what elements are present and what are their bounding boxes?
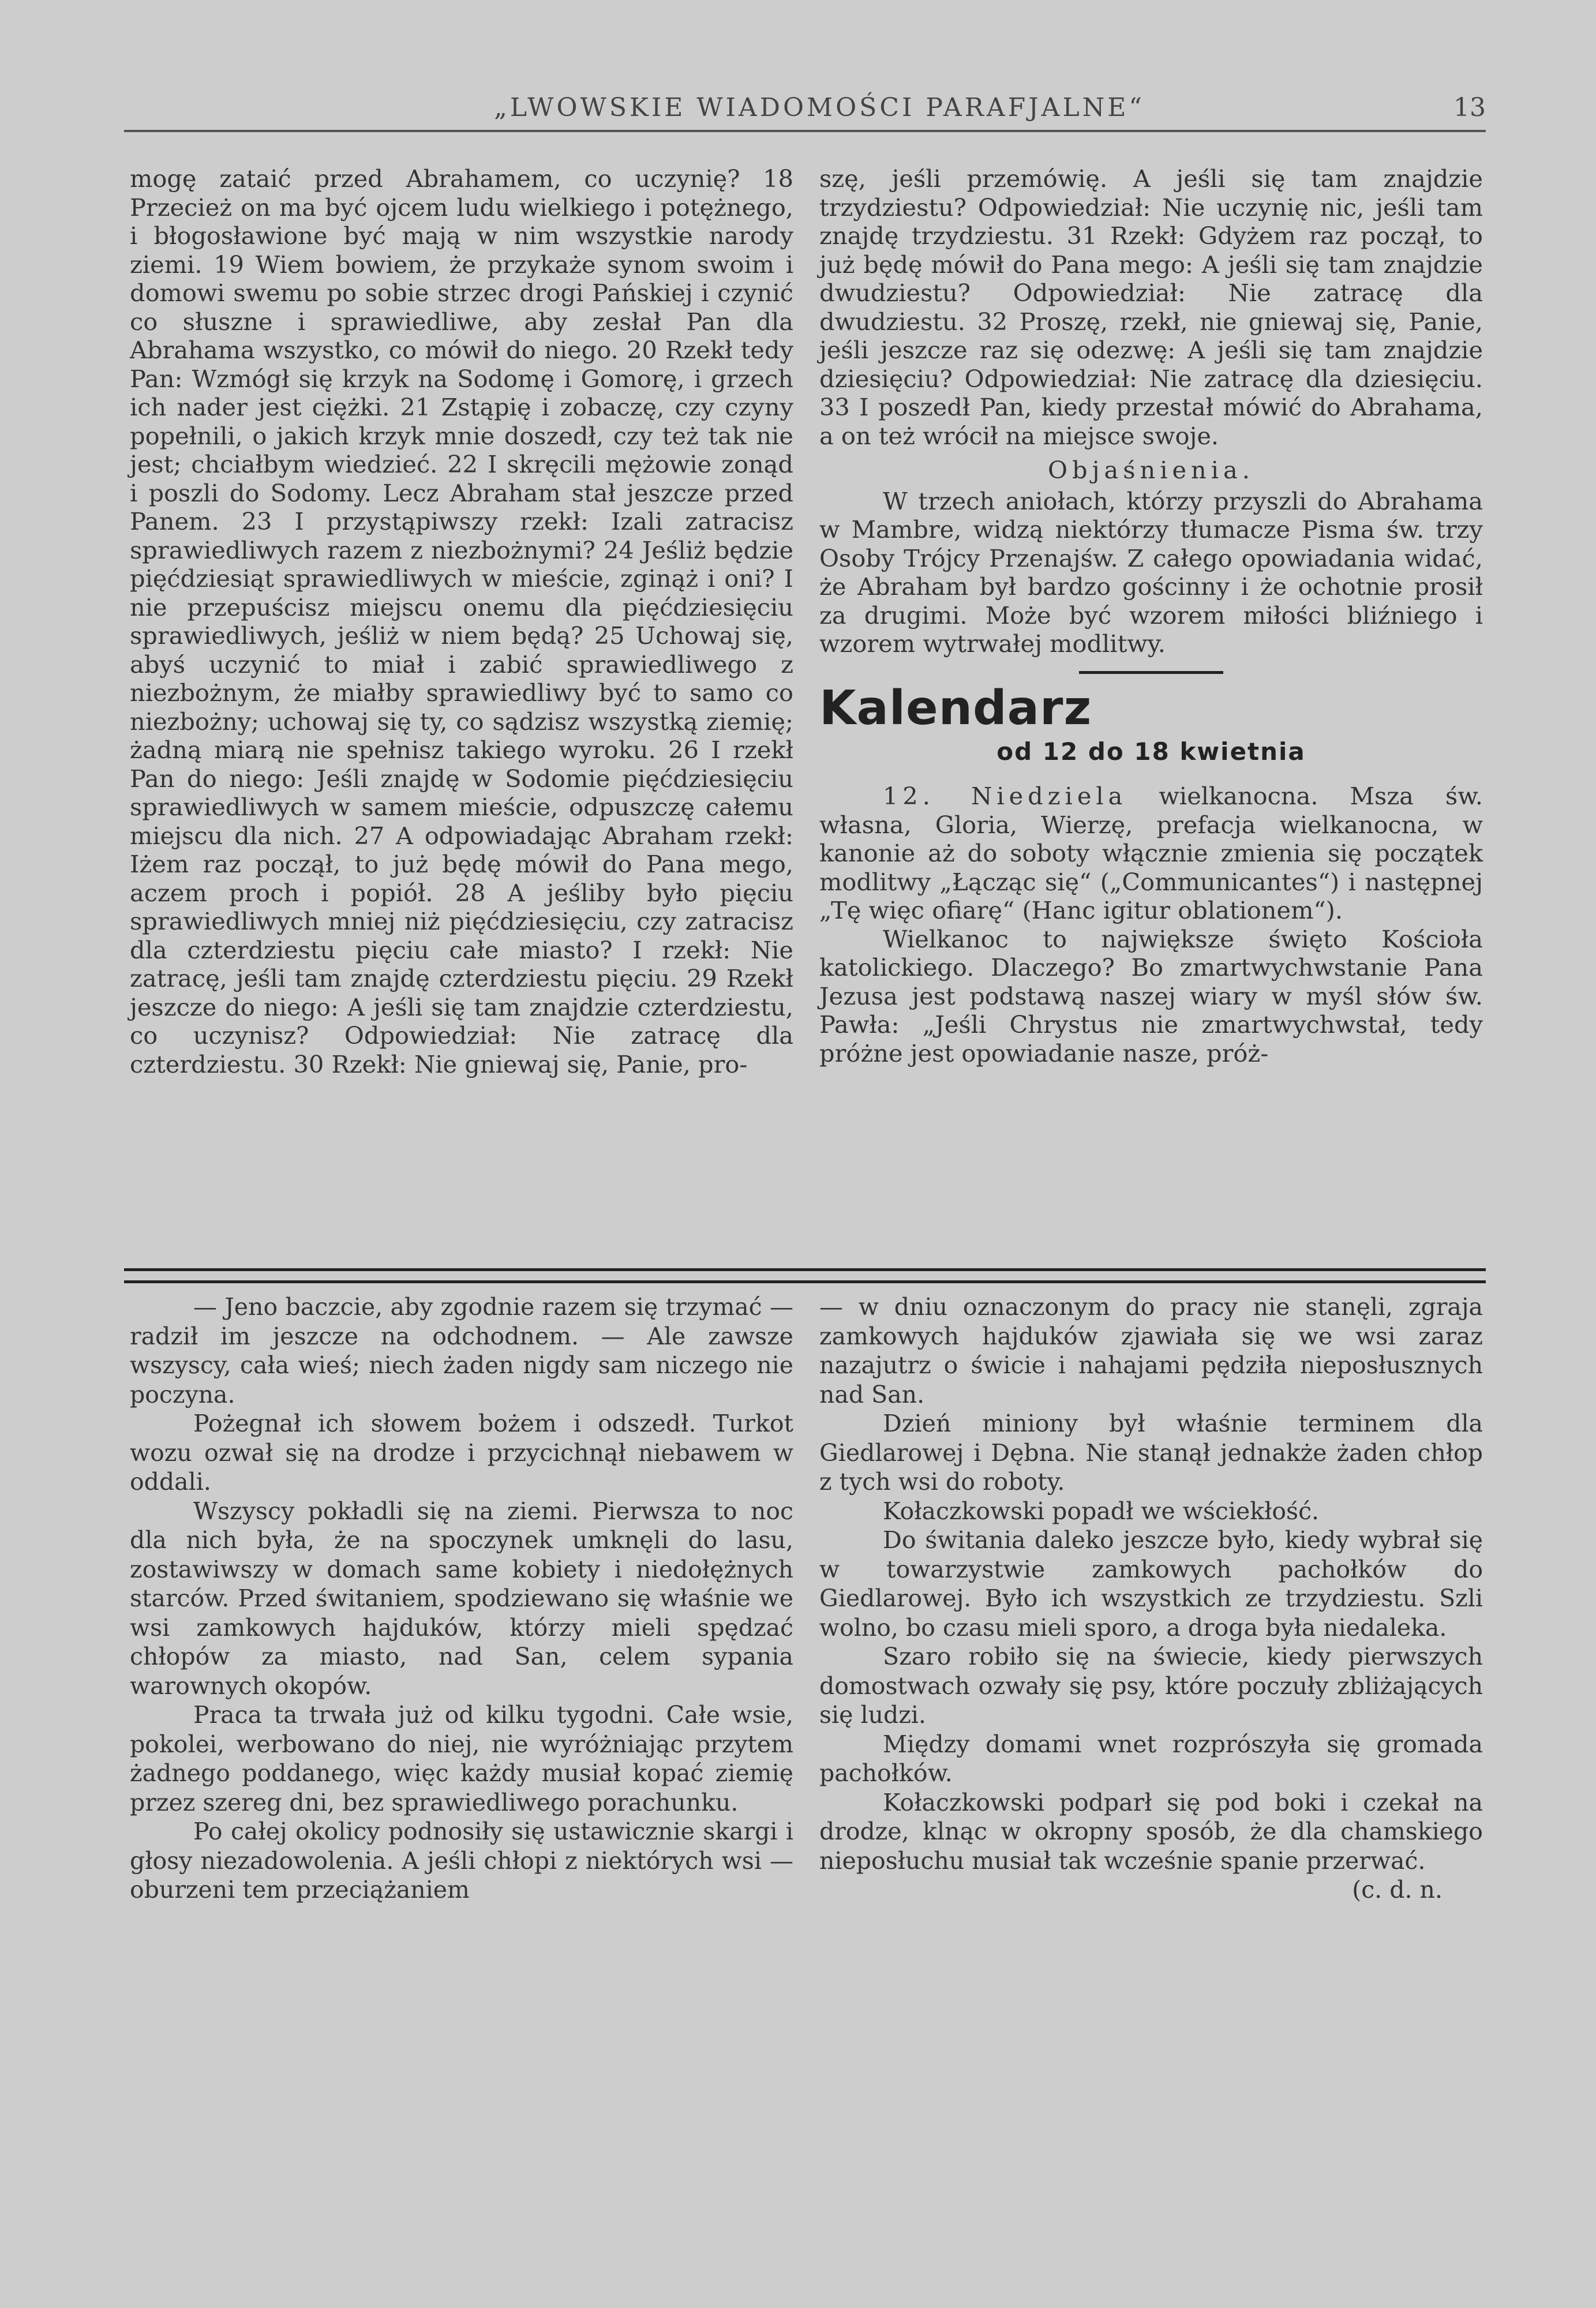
story-paragraph: Po całej okolicy podnosiły się ustawicznie skargi i głosy niezadowolenia. A jeśli chłopi z niektórych wsi — oburzeni tem przeciążaniem <box>130 1818 793 1904</box>
calendar-paragraph-2: Wielkanoc to największe święto Kościoła katolickiego. Dlaczego? Bo zmartwychwstanie Pana Jezusa jest podstawą naszej wiary w myśl słów św. Pawła: „Jeśli Chrystus nie zmartwychwstał, tedy próżne jest opowiadanie nasze, próż- <box>819 924 1483 1067</box>
story-column-right <box>819 1292 1483 1905</box>
page-number: 13 <box>1453 93 1486 122</box>
story-paragraph: Kołaczkowski podparł się pod boki i czekał na drodze, klnąc w okropny sposób, że dla chamskiego nieposłuchu musiał tak wcześnie spanie przerwać. <box>819 1788 1483 1875</box>
continued-marker: (c. d. n. <box>1352 1876 1443 1904</box>
scripture-column-left <box>130 164 793 1078</box>
calendar-title: Kalendarz <box>819 680 1092 736</box>
story-paragraph: — Jeno baczcie, aby zgodnie razem się trzymać — radził im jeszcze na odchodnem. — Ale zawsze wszyscy, cała wieś; niech żaden nigdy sam niczego nie poczyna. <box>130 1293 793 1408</box>
story-column-left <box>130 1292 793 1905</box>
story-paragraph-last <box>819 1788 1483 1876</box>
section-divider <box>1079 671 1223 674</box>
story-paragraph: — w dniu oznaczonym do pracy nie stanęli, zgraja zamkowych hajduków zjawiała się we wsi zaraz nazajutrz o świcie i nahajami pędziła nieposłusznych nad San. <box>819 1293 1483 1408</box>
page-header <box>124 89 1486 132</box>
continued-line <box>819 1875 1483 1905</box>
scripture-text: mogę zataić przed Abrahamem, co uczynię? 18 Przecież on ma być ojcem ludu wielkiego i potężnego, i błogosławione być mają w nim wszystkie narody ziemi. 19 Wiem bowiem, że przykaże synom swoim i domowi swemu po sobie strzec drogi Pańskiej i czynić co słuszne i sprawiedliwe, aby zesłał Pan dla Abrahama wszystko, co mówił do niego. 20 Rzekł tedy Pan: Wzmógł się krzyk na Sodomę i Gomorę, i grzech ich nader jest ciężki. 21 Zstąpię i zobaczę, czy czyny popełnili, o jakich krzyk mnie doszedł, czy też tak nie jest; chciałbym wiedzieć. 22 I skręcili mężowie zonąd i poszli do Sodomy. Lecz Abraham stał jeszcze przed Panem. 23 I przystąpiwszy rzekł: Izali zatracisz sprawiedliwych razem z niezbożnymi? 24 Jeśliż będzie pięćdziesiąt sprawiedliwych w mieście, zginąż i oni? I nie przepuścisz miejscu onemu dla pięćdziesięciu sprawiedliwych, jeśliż w niem będą? 25 Uchowaj się, abyś uczynić to miał i zabić sprawiedliwego z niezbożnym, że miałby sprawiedliwy być to samo co niezbożny; uchowaj się ty, co sądzisz wszystką ziemię; żadną miarą nie spełnisz takiego wyroku. 26 I rzekł Pan do niego: Jeśli znajdę w Sodomie pięćdziesięciu sprawiedliwych w samem mieście, odpuszczę całemu miejscu dla nich. 27 A odpowiadając Abraham rzekł: Iżem raz począł, to już będę mówił do Pana mego, aczem proch i popiół. 28 A jeśliby było pięciu sprawiedliwych mniej niż pięćdziesięciu, czy zatracisz dla czterdziestu pięciu całe miasto? I rzekł: Nie zatracę, jeśli tam znajdę czterdziestu pięciu. 29 Rzekł jeszcze do niego: A jeśli się tam znajdzie czterdziestu, co uczynisz? Odpowiedział: Nie zatracę dla czterdziestu. 30 Rzekł: Nie gniewaj się, Panie, pro- <box>130 164 793 1078</box>
calendar-day-lead: 12. Niedziela <box>883 782 1127 810</box>
story-paragraph: Szaro robiło się na świecie, kiedy pierwszych domostwach ozwały się psy, które poczuły zbliżających się ludzi. <box>819 1643 1483 1729</box>
story-paragraph: Praca ta trwała już od kilku tygodni. Całe wsie, pokolei, werbowano do niej, nie wyróżniając przytem żadnego poddanego, więc każdy musiał kopać ziemię przez szereg dni, bez sprawiedliwego porachunku. <box>130 1701 793 1816</box>
scripture-column-right <box>819 164 1483 1067</box>
story-paragraph: Kołaczkowski popadł we wściekłość. <box>883 1497 1320 1525</box>
story-paragraph: Do świtania daleko jeszcze było, kiedy wybrał się w towarzystwie zamkowych pachołków do Giedlarowej. Było ich wszystkich ze trzydziestu. Szli wolno, bo czasu mieli sporo, a droga była niedaleka. <box>819 1526 1483 1642</box>
calendar-paragraph-1 <box>819 782 1483 925</box>
explanation-title: Objaśnienia. <box>1048 456 1254 484</box>
newspaper-title: „LWOWSKIE WIADOMOŚCI PARAFJALNE“ <box>494 93 1145 122</box>
story-paragraph: Dzień miniony był właśnie terminem dla Giedlarowej i Dębna. Nie stanął jednakże żaden chłop z tych wsi do roboty. <box>819 1410 1483 1496</box>
scripture-text-end: szę, jeśli przemówię. A jeśli się tam znajdzie trzydziestu? Odpowiedział: Nie uczynię nic, jeśli tam znajdę trzydziestu. 31 Rzekł: Gdyżem raz począł, to już będę mówił do Pana mego: A jeśli się tam znajdzie dwudziestu? Odpowiedział: Nie zatracę dla dwudziestu. 32 Proszę, rzekł, nie gniewaj się, Panie, jeśli jeszcze raz się odezwę: A jeśli się tam znajdzie dziesięciu? Odpowiedział: Nie zatracę dla dziesięciu. 33 I poszedł Pan, kiedy przestał mówić do Abrahama, a on też wrócił na miejsce swoje. <box>819 164 1483 450</box>
story-paragraph: Pożegnał ich słowem bożem i odszedł. Turkot wozu ozwał się na drodze i przycichnął niebawem w oddali. <box>130 1410 793 1496</box>
double-divider <box>124 1268 1486 1283</box>
story-paragraph: Wszyscy pokładli się na ziemi. Pierwsza to noc dla nich była, że na spoczynek umknęli do lasu, zostawiwszy w domach same kobiety i niedołężnych starców. Przed świtaniem, spodziewano się właśnie we wsi zamkowych hajduków, którzy mieli spędzać chłopów za miasto, nad San, celem sypania warownych okopów. <box>130 1497 793 1700</box>
explanation-text: W trzech aniołach, którzy przyszli do Abrahama w Mambre, widzą niektórzy tłumacze Pisma św. trzy Osoby Trójcy Przenajśw. Z całego opowiadania widać, że Abraham był bardzo gościnny i że ochotnie prosił za drugimi. Może być wzorem miłości bliźniego i wzorem wytrwałej modlitwy. <box>819 486 1483 658</box>
story-paragraph: Między domami wnet rozprószyła się gromada pachołków. <box>819 1730 1483 1787</box>
calendar-dates: od 12 do 18 kwietnia <box>996 737 1306 766</box>
calendar-day-text: wielkanocna. Msza św. własna, Gloria, Wierzę, prefacja wielkanocna, w kanonie aż do soboty włącznie zmienia się początek modlitwy „Łącząc się“ („Communicantes“) i następnej „Tę więc ofiarę“ (Hanc igitur oblationem“). <box>819 782 1483 924</box>
